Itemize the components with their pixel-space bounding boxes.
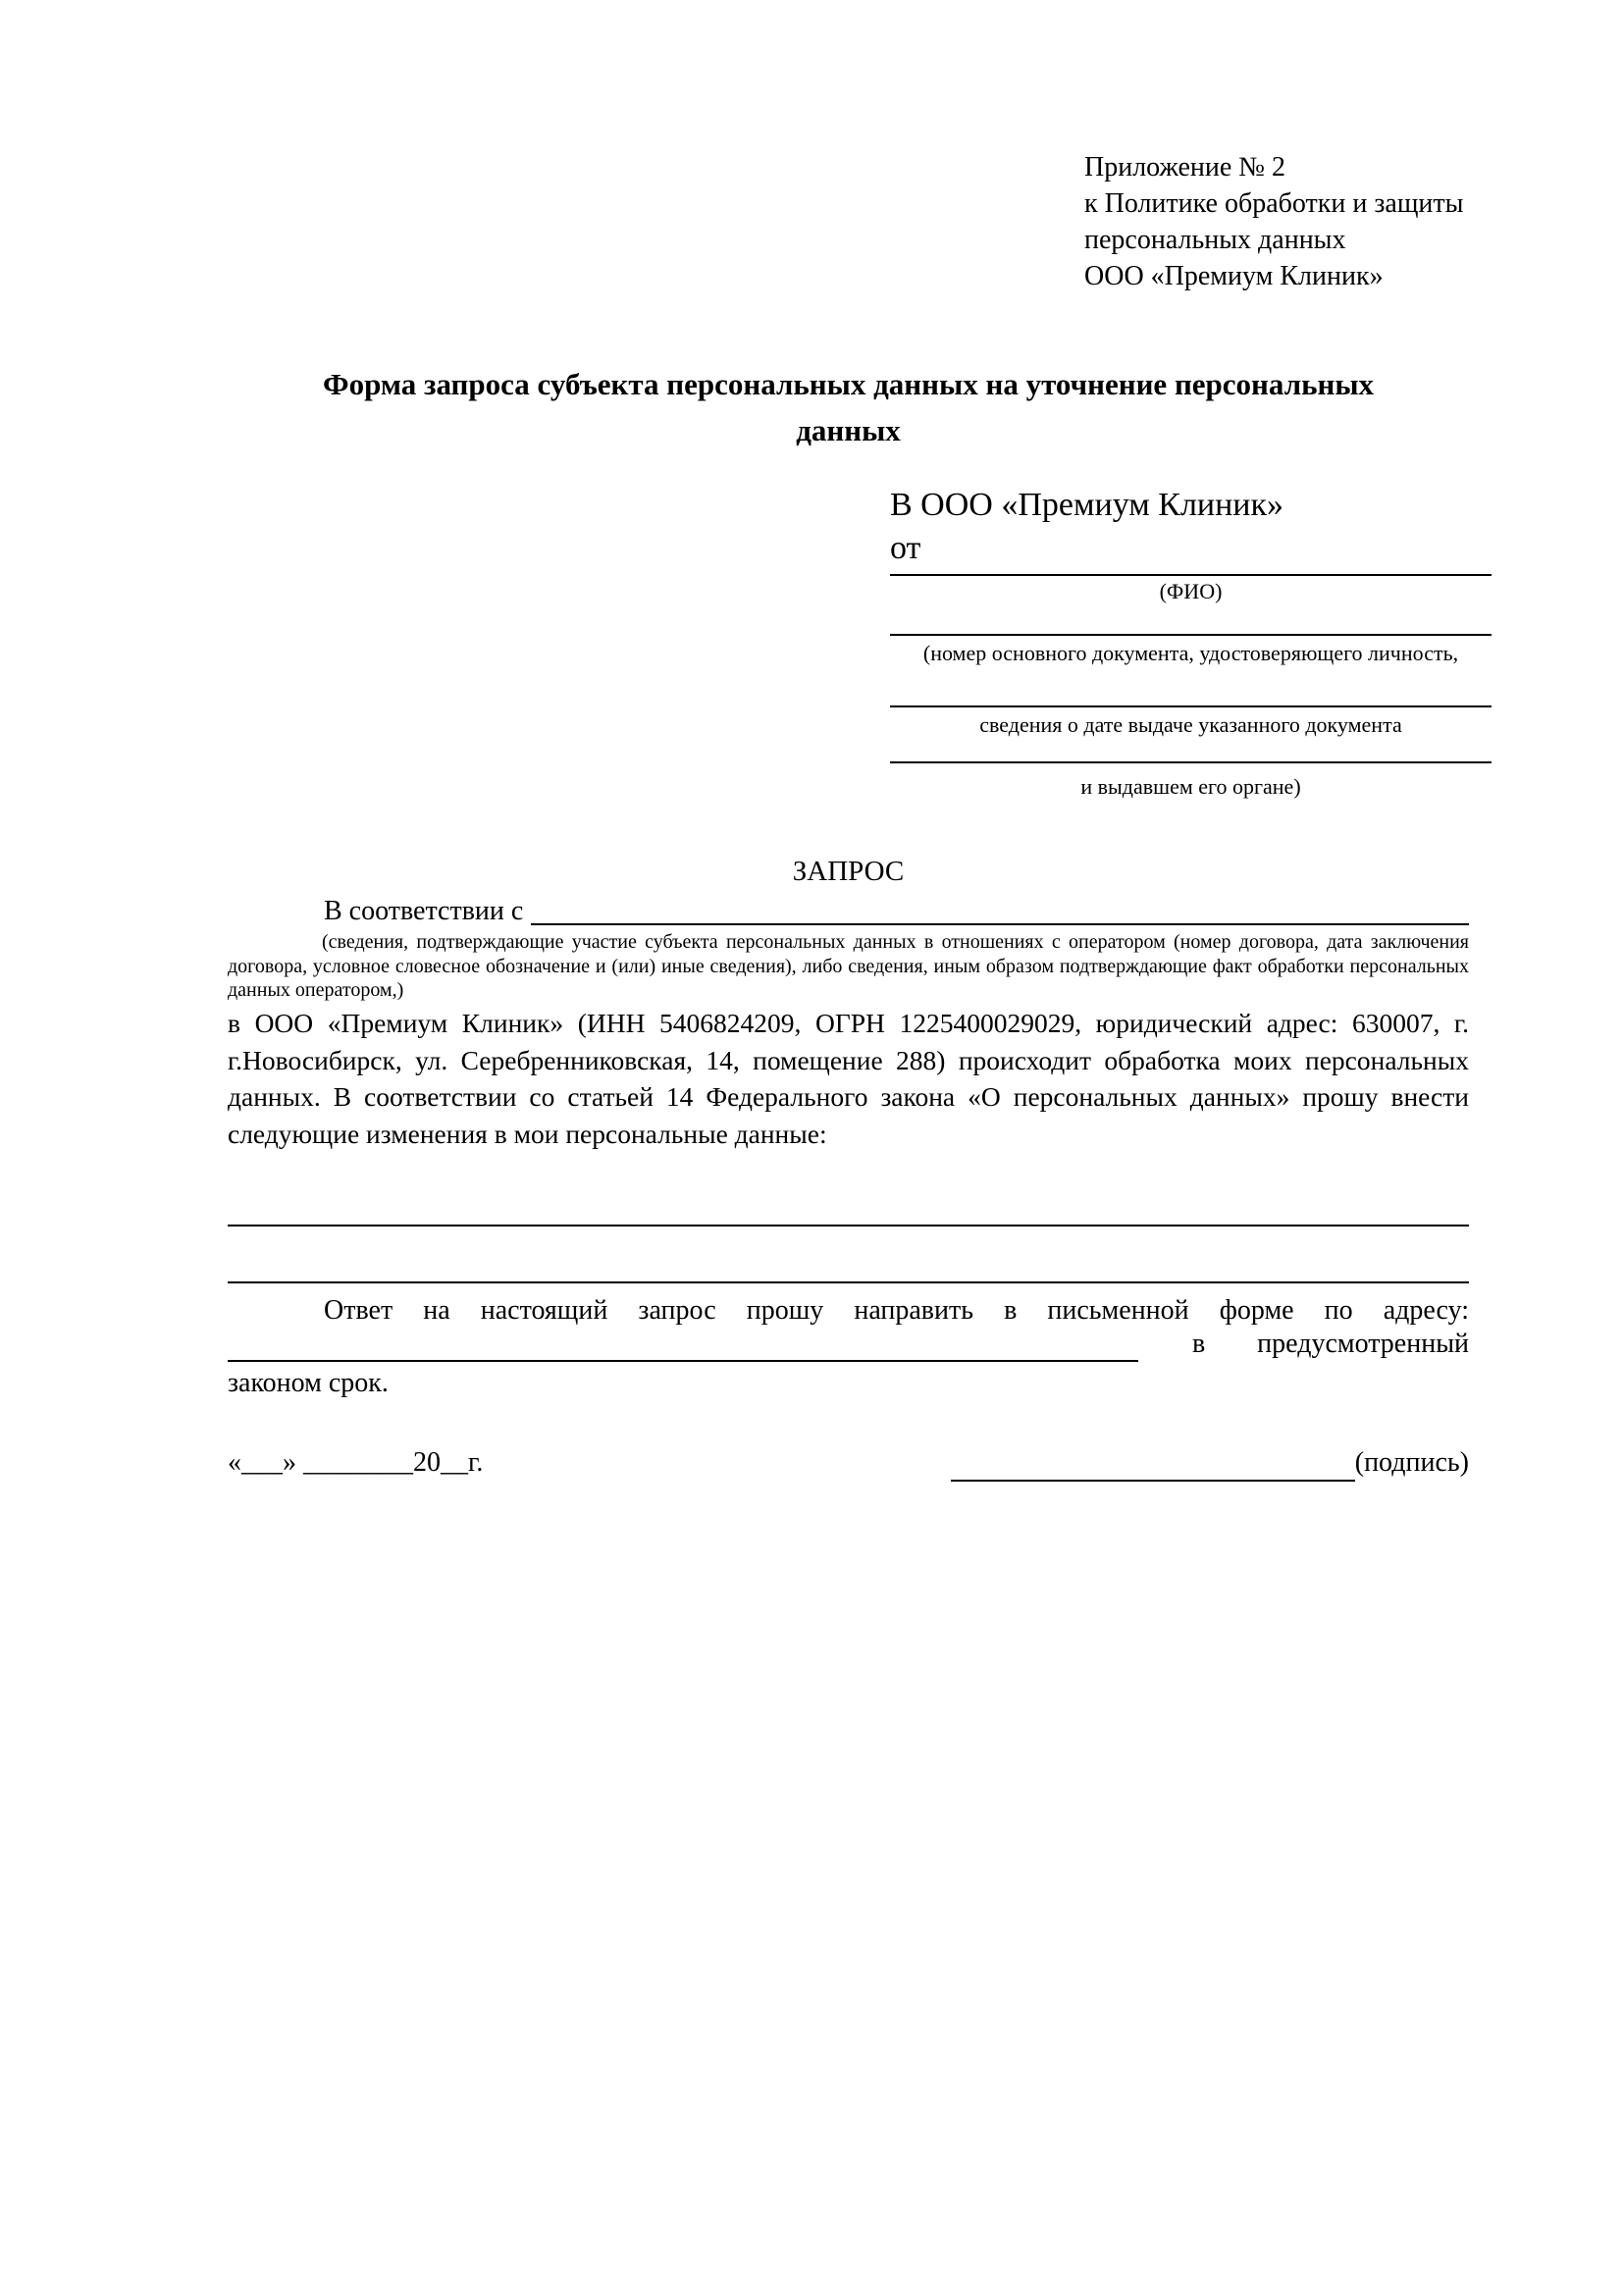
issuing-authority-blank-line [890, 761, 1492, 763]
signature-blank-line [951, 1448, 1355, 1482]
fio-blank-line [890, 574, 1492, 576]
appendix-line: к Политике обработки и защиты [1084, 188, 1464, 219]
id-document-caption: (номер основного документа, удостоверяющего личность, [922, 641, 1459, 665]
document-title-text: Форма запроса субъекта персональных данных на уточнение персональных данных [322, 367, 1375, 447]
basis-blank-line [531, 893, 1469, 925]
appendix-line: Приложение № 2 [1084, 152, 1285, 183]
addressee-to: В ООО «Премиум Клиник» [890, 487, 1284, 523]
signature-caption: (подпись) [1354, 1447, 1469, 1478]
reply-line-2-text: в предусмотренный [1191, 1329, 1469, 1359]
reply-line-3: законом срок. [228, 1368, 389, 1398]
date-blank: «___» ________20__г. [228, 1447, 484, 1478]
signature-group [951, 1444, 1469, 1482]
fio-caption: (ФИО) [1159, 579, 1223, 603]
issue-date-caption: сведения о дате выдаче указанного документа [979, 712, 1402, 737]
appendix-line: персональных данных [1084, 225, 1346, 255]
changes-blank-line-2 [228, 1281, 1469, 1283]
request-body: в ООО «Премиум Клиник» (ИНН 5406824209, ОГРН 1225400029029, юридический адрес: 630007, г. г.Новосибирск, ул. Серебренниковская, 14, помещение 288) происходит обработка моих персональных данных. В соответствии со статьей 14 Федерального закона «О персональных данных» прошу внести следующие изменения в мои персональные данные: [228, 1008, 1469, 1149]
addressee-block [890, 484, 1492, 800]
issue-date-blank-line [890, 705, 1492, 707]
appendix-block [1084, 149, 1516, 294]
appendix-line: ООО «Премиум Клиник» [1084, 261, 1384, 291]
addressee-from: от [890, 530, 921, 566]
document-title [228, 361, 1469, 453]
intro-text: В соответствии с [324, 896, 524, 926]
request-heading: ЗАПРОС [792, 856, 905, 887]
changes-blank-line-1 [228, 1225, 1469, 1226]
id-document-blank-line [890, 634, 1492, 636]
reply-line-2 [228, 1327, 1469, 1362]
issuing-authority-caption: и выдавшем его органе) [1080, 774, 1301, 799]
address-blank-line [228, 1331, 1138, 1362]
explanatory-note: (сведения, подтверждающие участие субъекта персональных данных в отношениях с оператором (номер договора, дата заключения договора, условное словесное обозначение и (или) иные сведения), либо сведения, иным образом подтверждающие факт обработки персональных данных оператором,) [228, 931, 1469, 1001]
reply-line-1: Ответ на настоящий запрос прошу направить в письменной форме по адресу: [324, 1295, 1469, 1326]
signing-row [228, 1444, 1469, 1482]
intro-row [228, 893, 1469, 930]
